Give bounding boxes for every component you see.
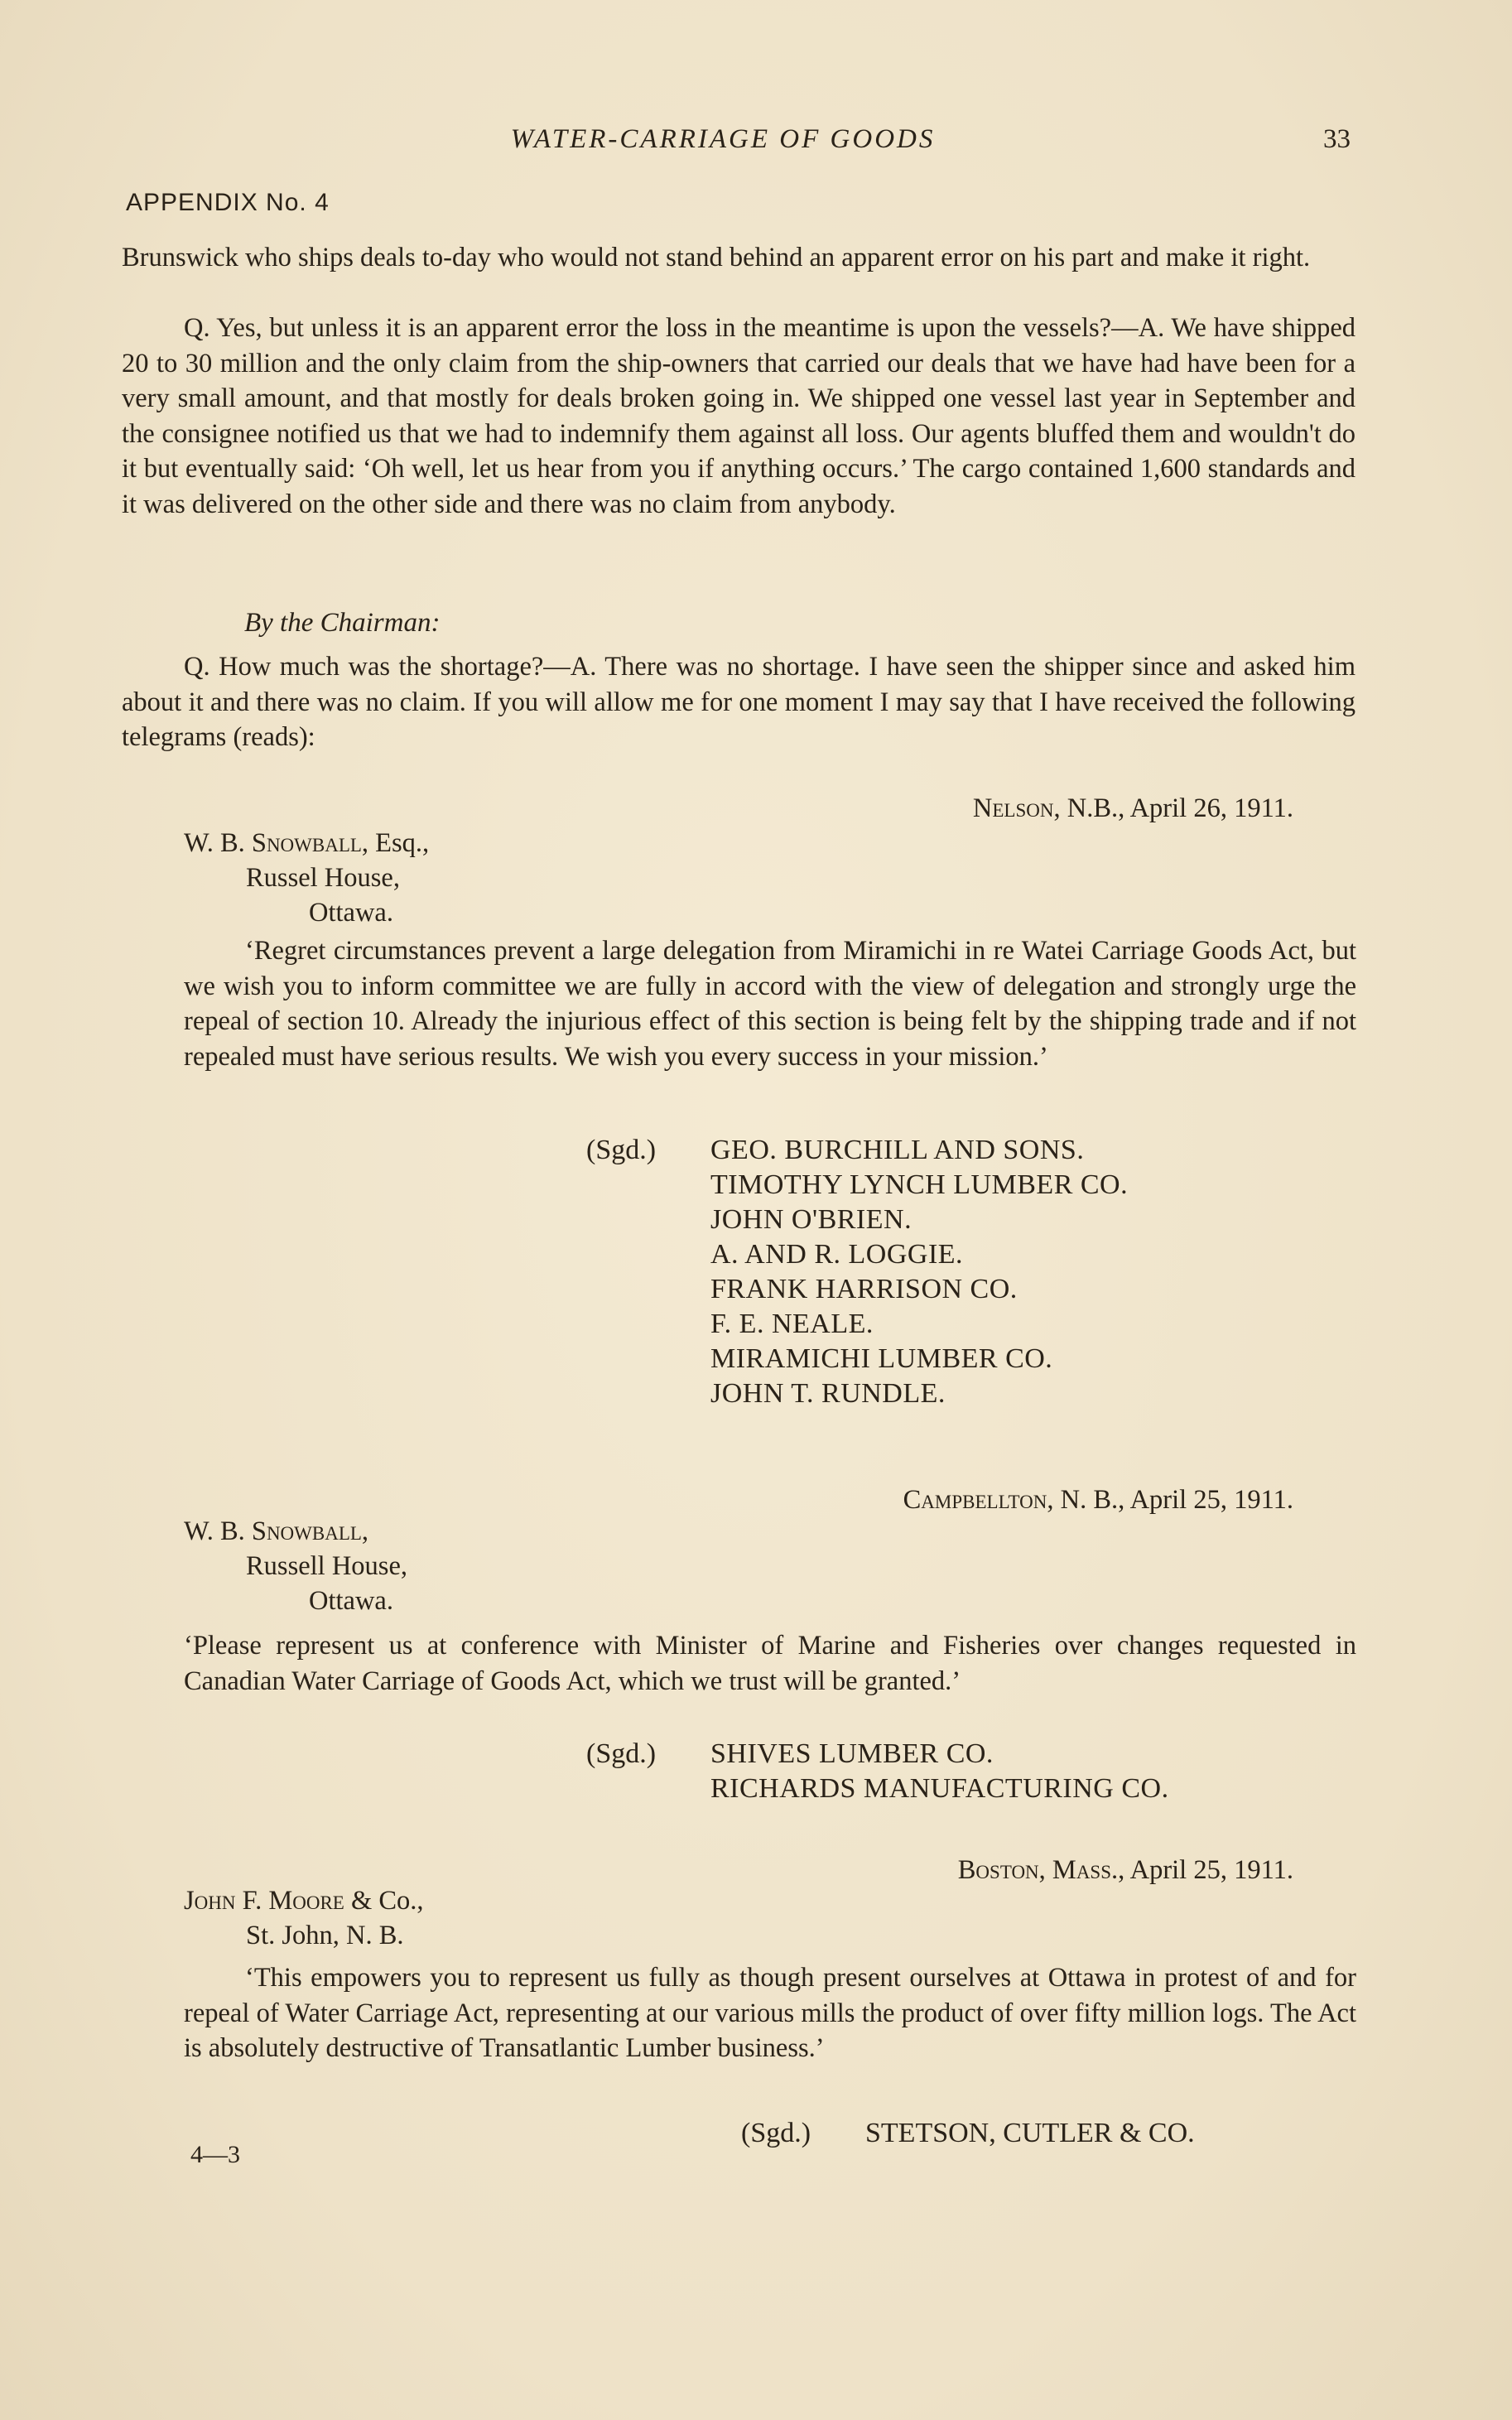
- telegram-1-signatory: A. AND R. LOGGIE.: [710, 1239, 964, 1270]
- telegram-1-address-line1: Russel House,: [246, 863, 400, 893]
- telegram-2-signatories: [710, 1737, 1169, 1806]
- telegram-1-dateline: [973, 791, 1293, 827]
- telegram-1-signatory: JOHN T. RUNDLE.: [710, 1378, 946, 1409]
- telegram-2-message: ‘Please represent us at conference with Minister of Marine and Fisheries over changes requested in Canadian Water Carriage of Goods Act, which we trust will be granted.’: [184, 1631, 1356, 1696]
- telegram-3-addressee: [184, 1883, 424, 1919]
- telegram-1-signatory: JOHN O'BRIEN.: [710, 1204, 912, 1235]
- printer-signature-mark: 4—3: [190, 2141, 240, 2168]
- telegram-1-signatory: GEO. BURCHILL AND SONS.: [710, 1135, 1085, 1165]
- telegram-2-addressee-suffix: ,: [361, 1516, 369, 1546]
- telegram-1-signatory: FRANK HARRISON CO.: [710, 1274, 1018, 1304]
- paragraph-continuation: Brunswick who ships deals to-day who would not stand behind an apparent error on his part and make it right.: [122, 243, 1311, 272]
- page-number: 33: [1323, 124, 1351, 154]
- telegram-2-signatory: RICHARDS MANUFACTURING CO.: [710, 1773, 1169, 1804]
- telegram-3-date: , April 25, 1911.: [1118, 1855, 1293, 1885]
- telegram-3-place: Boston, Mass.: [957, 1855, 1119, 1885]
- telegram-2-address-line2: Ottawa.: [309, 1586, 393, 1616]
- telegram-1-sgd: (Sgd.): [586, 1135, 657, 1165]
- telegram-2-place: Campbellton: [903, 1485, 1047, 1515]
- telegram-1-addressee-name: W. B. Snowball: [184, 828, 362, 858]
- byline-chairman: By the Chairman:: [244, 608, 441, 638]
- telegram-3-signatory: STETSON, CUTLER & CO.: [865, 2118, 1195, 2148]
- telegram-1-signatory: F. E. NEALE.: [710, 1309, 874, 1339]
- telegram-3-addressee-suffix: & Co.,: [344, 1886, 424, 1916]
- telegram-1-address-line2: Ottawa.: [309, 898, 393, 928]
- appendix-label: APPENDIX No. 4: [126, 189, 330, 216]
- telegram-2-date: , N. B., April 25, 1911.: [1047, 1485, 1293, 1515]
- telegram-1-signatory: MIRAMICHI LUMBER CO.: [710, 1343, 1053, 1374]
- telegram-1-message: ‘Regret circumstances prevent a large delegation from Miramichi in re Watei Carriage Goods Act, but we wish you to inform committee we are fully in accord with the view of delegation and strongly urge the repeal of section 10. Already the injurious effect of this section is being felt by the shipping trade and if not repealed must have serious results. We wish you every success in your mission.’: [184, 936, 1356, 1072]
- paragraph-question-vessels: Q. Yes, but unless it is an apparent error the loss in the meantime is upon the vessels?—A. We have shipped 20 to 30 million and the only claim from the ship-owners that carried our deals that we have had have been for a very small amount, and that mostly for deals broken going in. We shipped one vessel last year in September and the consignee notified us that we had to indemnify them against all loss. Our agents bluffed them and wouldn't do it but eventually said: ‘Oh well, let us hear from you if anything occurs.’ The cargo contained 1,600 standards and it was delivered on the other side and there was no claim from anybody.: [122, 313, 1356, 519]
- telegram-2-addressee: [184, 1514, 368, 1550]
- telegram-1-date: , N.B., April 26, 1911.: [1053, 793, 1293, 823]
- telegram-3-addressee-name: John F. Moore: [184, 1886, 344, 1916]
- telegram-2-sgd: (Sgd.): [586, 1738, 657, 1769]
- telegram-1-place: Nelson: [972, 793, 1054, 823]
- telegram-3-dateline: [958, 1853, 1293, 1888]
- telegram-2-address-line1: Russell House,: [246, 1551, 407, 1581]
- telegram-1-signatories: [710, 1133, 1128, 1411]
- telegram-3-message: ‘This empowers you to represent us fully as though present ourselves at Ottawa in protest of and for repeal of Water Carriage Act, representing at our various mills the product of over fifty million logs. The Act is absolutely destructive of Transatlantic Lumber business.’: [184, 1963, 1356, 2063]
- telegram-2-addressee-name: W. B. Snowball: [184, 1516, 362, 1546]
- telegram-3-address-line1: St. John, N. B.: [246, 1921, 404, 1950]
- telegram-1-addressee: [184, 826, 429, 861]
- telegram-2-dateline: [903, 1482, 1293, 1518]
- telegram-1-signatory: TIMOTHY LYNCH LUMBER CO.: [710, 1169, 1129, 1200]
- telegram-1-addressee-suffix: , Esq.,: [361, 828, 430, 858]
- telegram-2-signatory: SHIVES LUMBER CO.: [710, 1738, 994, 1769]
- telegram-3-sgd: (Sgd.): [741, 2118, 811, 2148]
- running-title: WATER-CARRIAGE OF GOODS: [510, 124, 936, 154]
- paragraph-question-shortage: Q. How much was the shortage?—A. There was no shortage. I have seen the shipper since and asked him about it and there was no claim. If you will allow me for one moment I may say that I have received the following telegrams (reads):: [122, 652, 1356, 752]
